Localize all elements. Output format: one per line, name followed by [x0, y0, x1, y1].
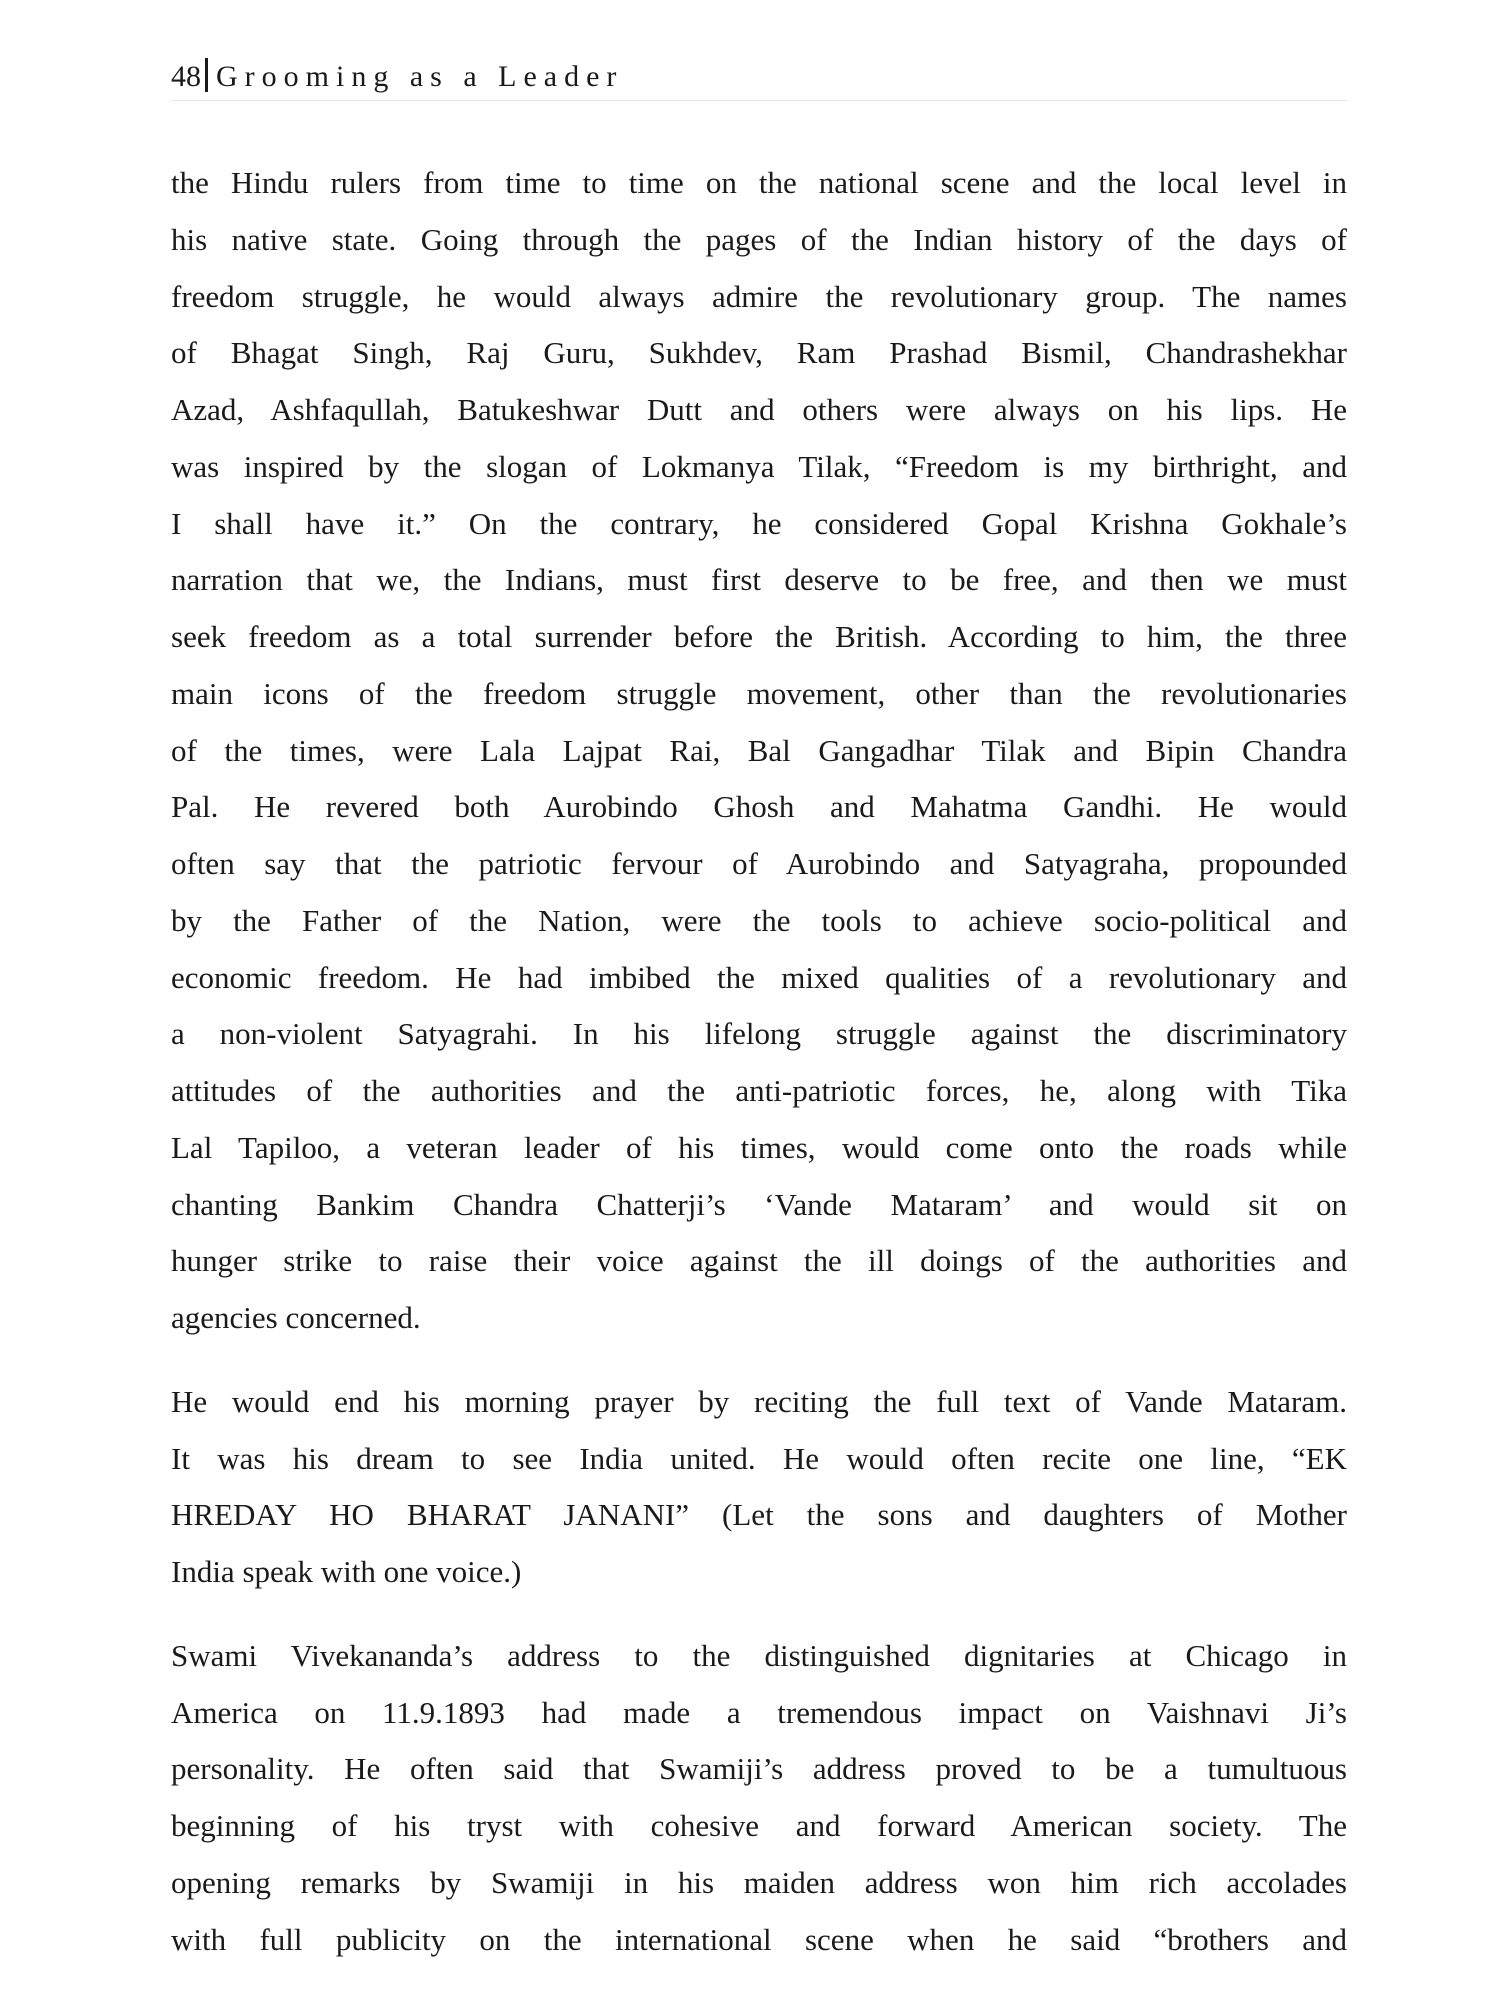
text-line: narration that we, the Indians, must first deserve to be free, and then we must: [171, 562, 1347, 598]
running-header: [171, 58, 623, 94]
text-line: a non-violent Satyagrahi. In his lifelong struggle against the discriminatory: [171, 1016, 1347, 1052]
text-line: Swami Vivekananda’s address to the distinguished dignitaries at Chicago in: [171, 1637, 1347, 1673]
text-line: personality. He often said that Swamiji’s address proved to be a tumultuous: [171, 1751, 1347, 1787]
text-line: was inspired by the slogan of Lokmanya Tilak, “Freedom is my birthright, and: [171, 448, 1347, 484]
text-line: I shall have it.” On the contrary, he considered Gopal Krishna Gokhale’s: [171, 505, 1347, 541]
text-line: opening remarks by Swamiji in his maiden address won him rich accolades: [171, 1864, 1347, 1900]
text-line: freedom struggle, he would always admire the revolutionary group. The names: [171, 278, 1347, 314]
paragraph: [171, 1374, 1347, 1601]
text-line: He would end his morning prayer by reciting the full text of Vande Mataram.: [171, 1383, 1347, 1419]
text-line: beginning of his tryst with cohesive and forward American society. The: [171, 1808, 1347, 1843]
text-line: of the times, were Lala Lajpat Rai, Bal Gangadhar Tilak and Bipin Chandra: [171, 732, 1347, 768]
text-line: economic freedom. He had imbibed the mixed qualities of a revolutionary and: [171, 959, 1347, 995]
text-line: chanting Bankim Chandra Chatterji’s ‘Vande Mataram’ and would sit on: [171, 1186, 1347, 1222]
page-number: 48: [171, 60, 201, 93]
text-line: America on 11.9.1893 had made a tremendous impact on Vaishnavi Ji’s: [171, 1694, 1347, 1730]
text-line: seek freedom as a total surrender before the British. According to him, the three: [171, 619, 1347, 654]
text-line: with full publicity on the international scene when he said “brothers and: [171, 1921, 1347, 1957]
text-line: often say that the patriotic fervour of Aurobindo and Satyagraha, propounded: [171, 846, 1347, 881]
header-divider: [205, 58, 208, 92]
text-line: main icons of the freedom struggle movement, other than the revolutionaries: [171, 675, 1347, 711]
text-line: by the Father of the Nation, were the tools to achieve socio-political and: [171, 902, 1347, 938]
text-line: the Hindu rulers from time to time on the national scene and the local level in: [171, 165, 1347, 200]
header-rule: [171, 100, 1347, 101]
text-line: his native state. Going through the pages of the Indian history of the days of: [171, 221, 1347, 257]
text-line: Pal. He revered both Aurobindo Ghosh and Mahatma Gandhi. He would: [171, 789, 1347, 825]
paragraph: [171, 1628, 1347, 1969]
chapter-title: Grooming as a Leader: [216, 60, 624, 93]
text-line: of Bhagat Singh, Raj Guru, Sukhdev, Ram Prashad Bismil, Chandrashekhar: [171, 335, 1347, 371]
text-line: India speak with one voice.): [171, 1554, 522, 1589]
text-line: Lal Tapiloo, a veteran leader of his times, would come onto the roads while: [171, 1129, 1347, 1165]
text-line: It was his dream to see India united. He would often recite one line, “EK: [171, 1440, 1347, 1476]
page-body: [171, 155, 1347, 1995]
text-line: hunger strike to raise their voice against the ill doings of the authorities and: [171, 1243, 1347, 1279]
paragraph: [171, 155, 1347, 1347]
text-line: HREDAY HO BHARAT JANANI” (Let the sons and daughters of Mother: [171, 1497, 1347, 1533]
text-line: agencies concerned.: [171, 1300, 421, 1335]
text-line: attitudes of the authorities and the anti-patriotic forces, he, along with Tika: [171, 1073, 1347, 1108]
text-line: Azad, Ashfaqullah, Batukeshwar Dutt and others were always on his lips. He: [171, 392, 1347, 427]
